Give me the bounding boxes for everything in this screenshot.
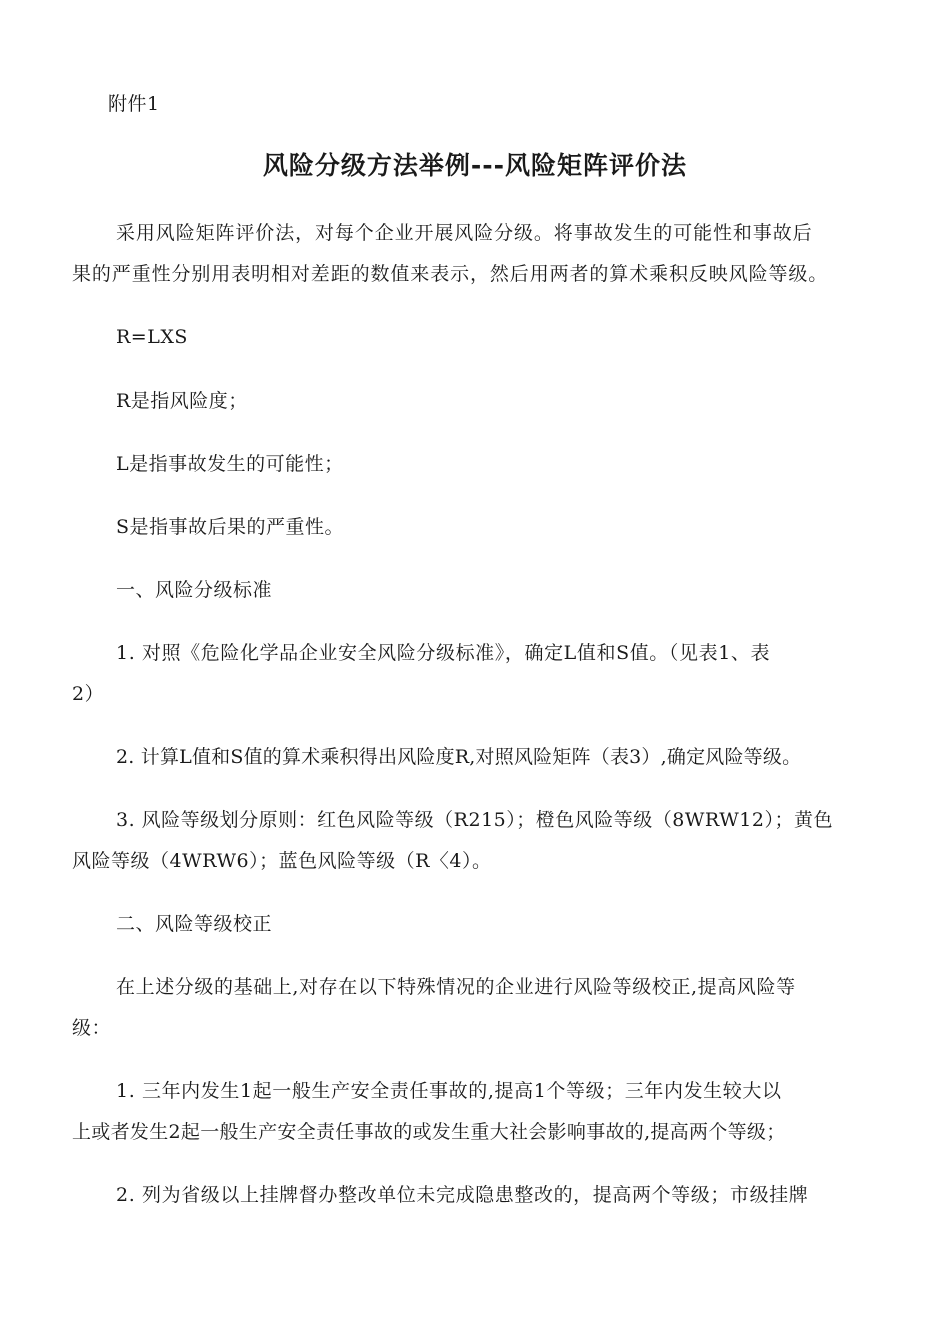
section-1-item-3-line-1: 3. 风险等级划分原则：红色风险等级（R215）；橙色风险等级（8WRW12）；黄色 xyxy=(116,809,833,831)
definition-l: L是指事故发生的可能性； xyxy=(116,453,344,475)
section-1-item-1-line-1: 1. 对照《危险化学品企业安全风险分级标准》，确定L值和S值。（见表1、表 xyxy=(116,642,771,664)
section-2-paragraph-line-1: 在上述分级的基础上,对存在以下特殊情况的企业进行风险等级校正,提高风险等 xyxy=(116,976,796,998)
intro-line-1: 采用风险矩阵评价法，对每个企业开展风险分级。将事故发生的可能性和事故后 xyxy=(116,222,813,244)
section-2-heading: 二、风险等级校正 xyxy=(116,913,273,935)
section-2-item-2-line-1: 2. 列为省级以上挂牌督办整改单位未完成隐患整改的，提高两个等级；市级挂牌 xyxy=(116,1184,809,1206)
section-2-paragraph-line-2: 级： xyxy=(72,1017,112,1039)
section-1-heading: 一、风险分级标准 xyxy=(116,579,273,601)
definition-r: R是指风险度； xyxy=(116,390,248,412)
section-1-item-2: 2. 计算L值和S值的算术乘积得出风险度R,对照风险矩阵（表3）,确定风险等级。 xyxy=(116,746,802,768)
section-2-item-1-line-1: 1. 三年内发生1起一般生产安全责任事故的,提高1个等级；三年内发生较大以 xyxy=(116,1080,782,1102)
definition-s: S是指事故后果的严重性。 xyxy=(116,516,345,538)
formula: R=LXS xyxy=(116,326,188,348)
section-1-item-3-line-2: 风险等级（4WRW6）；蓝色风险等级（R〈4）。 xyxy=(72,850,492,872)
intro-line-2: 果的严重性分别用表明相对差距的数值来表示，然后用两者的算术乘积反映风险等级。 xyxy=(72,263,829,285)
page-title: 风险分级方法举例---风险矩阵评价法 xyxy=(262,151,688,180)
section-2-item-1-line-2: 上或者发生2起一般生产安全责任事故的或发生重大社会影响事故的,提高两个等级； xyxy=(72,1121,786,1143)
section-1-item-1-line-2: 2） xyxy=(72,683,105,705)
attachment-label: 附件1 xyxy=(108,93,160,115)
